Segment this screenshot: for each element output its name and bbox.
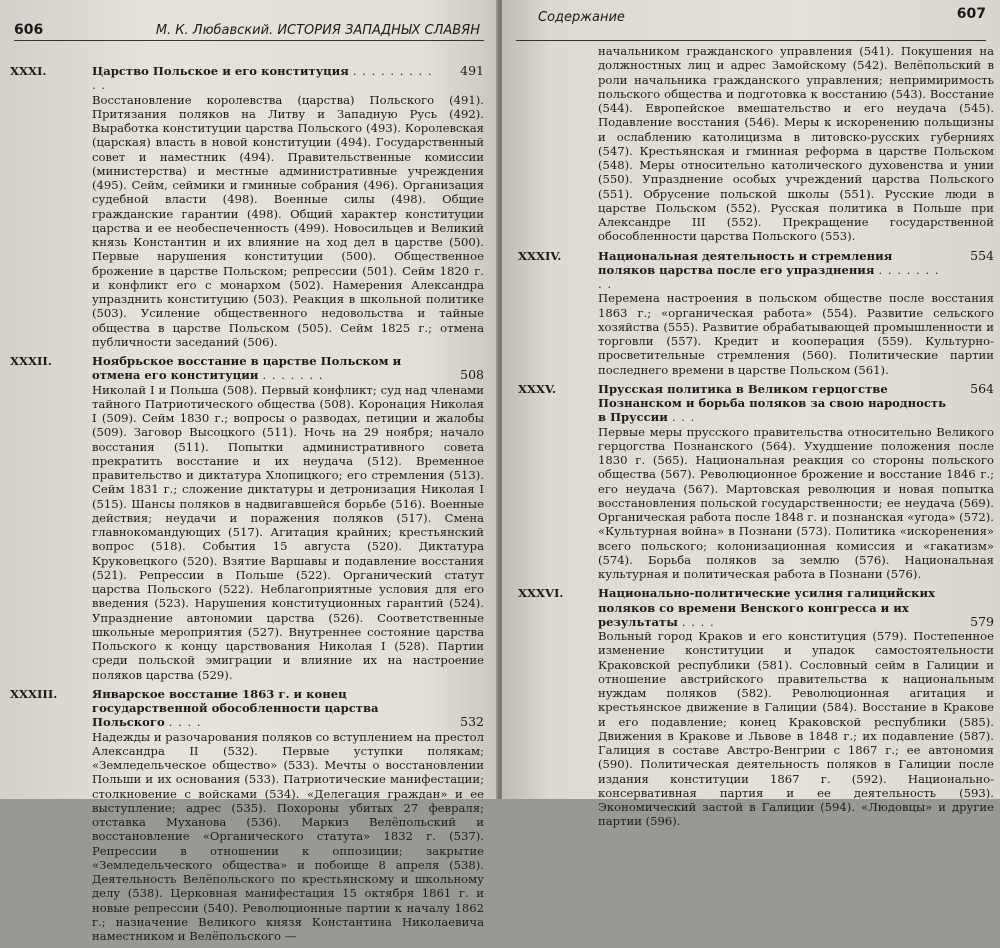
chapter-summary: Надежды и разочарования поляков со вступлением на престол Александра II (532). Первые уступки полякам; «Земледельческое общество» (533). Мечты о восстановлении Польши и их основания (533). Патриотические манифестации; столкновение с войсками (534). «Делегация граждан» и ее выступление; адрес (535). Похороны убитых 27 февраля; отставка Муханова (536). Маркиз Велёпольский и восстановление «Органического статута» 1832 г. (537). Репрессии в отношении к оппозиции; закрытие «Земледельческого общества» и побоище 8 апреля (538). Деятельность Велёпольского по крестьянскому и школьному делу (538). Церковная манифестация 15 октября 1861 г. и новые репрессии (540). Революционные партии к началу 1862 г.; назначение Великого князя Константина Николаевича наместником и Велёпольского —: [92, 729, 484, 943]
running-title: М. К. Любавский. ИСТОРИЯ ЗАПАДНЫХ СЛАВЯН: [155, 23, 480, 38]
chapter-title-text: Прусская политика в Великом герцогстве Познанском и борьба поляков за свою народность в Пруссии: [598, 381, 946, 425]
chapter-title-text: Ноябрьское восстание в царстве Польском и отмена его конституции: [92, 354, 402, 383]
toc-entry: [518, 249, 994, 377]
left-page-content: [10, 64, 484, 948]
chapter-number: XXXIII.: [10, 686, 58, 701]
chapter-summary: Николай I и Польша (508). Первый конфликт; суд над членами тайного Патриотического общества (508). Коронация Николая I (509). Сейм 1830 г.; вопросы о разводах, петиции и жалобы (509). Заговор Высоцкого (511). Ночь на 29 ноября; начало восстания (511). Попытки административного совета прекратить восстание и их неудача (512). Временное правительство и диктатура Хлопицкого; его стремления (513). Сейм 1831 г.; сложение диктатуры и детронизация Николая I (515). Шансы поляков в надвигавшейся борьбе (516). Военные действия; неудачи и поражения поляков (517). Смена главнокомандующих (517). Агитация крайних; крестьянский вопрос (518). События 15 августа (520). Диктатура Круковецкого (520). Взятие Варшавы и подавление восстания (521). Репрессии в Польше (522). Органический статут царства Польского (522). Неблагоприятные условия для его введения (523). Нарушения конституционных гарантий (524). Упразднение автономии царства (526). Соответственные школьные мероприятия (527). Внутреннее состояние царства Польского к концу царствования Николая I (528). Партии среди польской эмиграции и влияние их на настроение поляков царства (529).: [92, 382, 484, 682]
toc-entry: [518, 382, 994, 582]
chapter-number: XXXIV.: [518, 248, 562, 263]
chapter-title-text: Январское восстание 1863 г. и конец государственной обособленности царства Польского: [92, 686, 379, 730]
chapter-page: 579: [970, 613, 994, 629]
chapter-number: XXXV.: [518, 381, 556, 396]
chapter-title-text: Царство Польское и его конституция: [92, 64, 349, 78]
chapter-title: [92, 687, 484, 730]
right-page-content: [518, 44, 994, 834]
chapter-page: 491: [460, 63, 484, 78]
chapter-page: 508: [460, 367, 484, 383]
right-page: [502, 0, 1000, 829]
toc-entry: [10, 354, 484, 682]
left-page: [0, 0, 498, 943]
chapter-summary: Перемена настроения в польском обществе после восстания 1863 г.; «органическая работа» (554). Развитие сельского хозяйства (555). Развитие обрабатывающей промышленности и торговли (557). Кредит и кооперация (559). Культурно-просветительные стремления (560). Политические партии последнего времени в царстве Польском (561).: [598, 291, 994, 377]
chapter-summary: Восстановление королевства (царства) Польского (491). Притязания поляков на Литву и Западную Русь (492). Выработка конституции царства Польского (493). Королевская (царская) власть в новой конституции (494). Государственный совет и наместник (494). Правительственные комиссии (министерства) и местные административные учреждения (495). Сейм, сеймики и гминные собрания (496). Организация судебной власти (498). Военные силы (498). Общие гражданские гарантии (498). Общий характер конституции царства и ее необеспеченность (499). Новосильцев и Великий князь Константин и их влияние на ход дел в царстве (500). Первые нарушения конституции (500). Общественное брожение в царстве Польском; репрессии (501). Сейм 1820 г. и конфликт его с монархом (502). Намерения Александра упразднить конституцию (503). Реакция в школьной политике (503). Усиление общественного недовольства и тайные общества в царстве Польском (505). Сейм 1825 г.; отмена публичности заседаний (506).: [92, 92, 484, 349]
toc-entry: [10, 687, 484, 944]
chapter-title: [598, 382, 994, 425]
chapter-number: XXXVI.: [518, 586, 564, 601]
chapter-summary: Первые меры прусского правительства относительно Великого герцогства Познанского (564). Ухудшение положения после 1830 г. (565). Национальная реакция со стороны польского общества (567). Революционное брожение и восстание 1846 г.; его неудача (567). Мартовская революция и новая попытка восстановления польской государственности; ее неудача (569). Органическая работа после 1848 г. и познанская «угода» (572). «Культурная война» в Познани (573). Политика «искоренения» всего польского; колонизационная комиссия и «гакатизм» (574). Борьба поляков за землю (576). Национальная культурная и политическая работа в Познани (576).: [598, 424, 994, 581]
toc-entry: [518, 586, 994, 828]
page-number: 606: [14, 22, 44, 38]
chapter-page: 532: [460, 714, 484, 730]
toc-entry: [10, 64, 484, 349]
leader-dots: . . .: [671, 410, 696, 425]
chapter-summary: Вольный город Краков и его конституция (579). Постепенное изменение конституции и упадок самостоятельности Краковской республики (581). Сословный сейм в Галиции и отношение австрийского правительства к национальным нуждам поляков (582). Революционная агитация и крестьянское движение в Галиции (584). Восстание в Кракове и его подавление; конец Краковской республики (585). Движения в Кракове и Львове в 1848 г.; их подавление (587). Галиция в составе Австро-Венгрии с 1867 г.; ее автономия (590). Политическая деятельность поляков в Галиции после издания конституции 1867 г. (592). Национально-консервативная партия и ее деятельность (593). Экономический застой в Галиции (594). «Людовцы» и другие партии (596).: [598, 629, 994, 829]
chapter-title: [92, 64, 484, 93]
chapter-number: XXXII.: [10, 354, 52, 368]
chapter-title: [598, 249, 994, 292]
chapter-title-text: Национально-политические усилия галицийских поляков со времени Венского конгресса и их результаты: [598, 586, 936, 629]
page-number: 607: [956, 6, 986, 22]
chapter-page: 564: [970, 380, 994, 396]
chapter-number: XXXI.: [10, 64, 47, 78]
running-title: Содержание: [538, 10, 625, 25]
leader-dots: . . . .: [681, 614, 715, 629]
left-page-header: [14, 20, 484, 41]
right-page-header: [516, 6, 986, 41]
leader-dots: . . . .: [168, 715, 202, 730]
leader-dots: . . . . . . .: [262, 368, 324, 383]
leader-dots: . . . . . . . . . . .: [92, 64, 433, 93]
chapter-title: [92, 354, 484, 383]
chapter-page: 554: [970, 247, 994, 263]
chapter-title-text: Национальная деятельность и стремления поляков царства после его упразднения: [598, 248, 893, 277]
continued-summary: начальником гражданского управления (541). Покушения на должностных лиц и адрес Замойскому (542). Велёпольский в роли начальника гражданского управления; непримиримость польского общества и подготовка к восстанию (543). Восстание (544). Европейское вмешательство и его неудача (545). Подавление восстания (546). Меры к искоренению польщизны и ослаблению католицизма в литовско-русских губерниях (547). Крестьянская и гминная реформа в царстве Польском (548). Меры относительно католического духовенства и унии (550). Упразднение особых учреждений царства Польского (551). Обрусение польской школы (551). Русские люди в царстве Польском (552). Русская политика в Польше при Александре III (552). Прекращение государственной обособленности царства Польского (553).: [598, 44, 994, 244]
chapter-title: [598, 586, 994, 629]
leader-dots: . . . . . . . . .: [598, 262, 940, 291]
